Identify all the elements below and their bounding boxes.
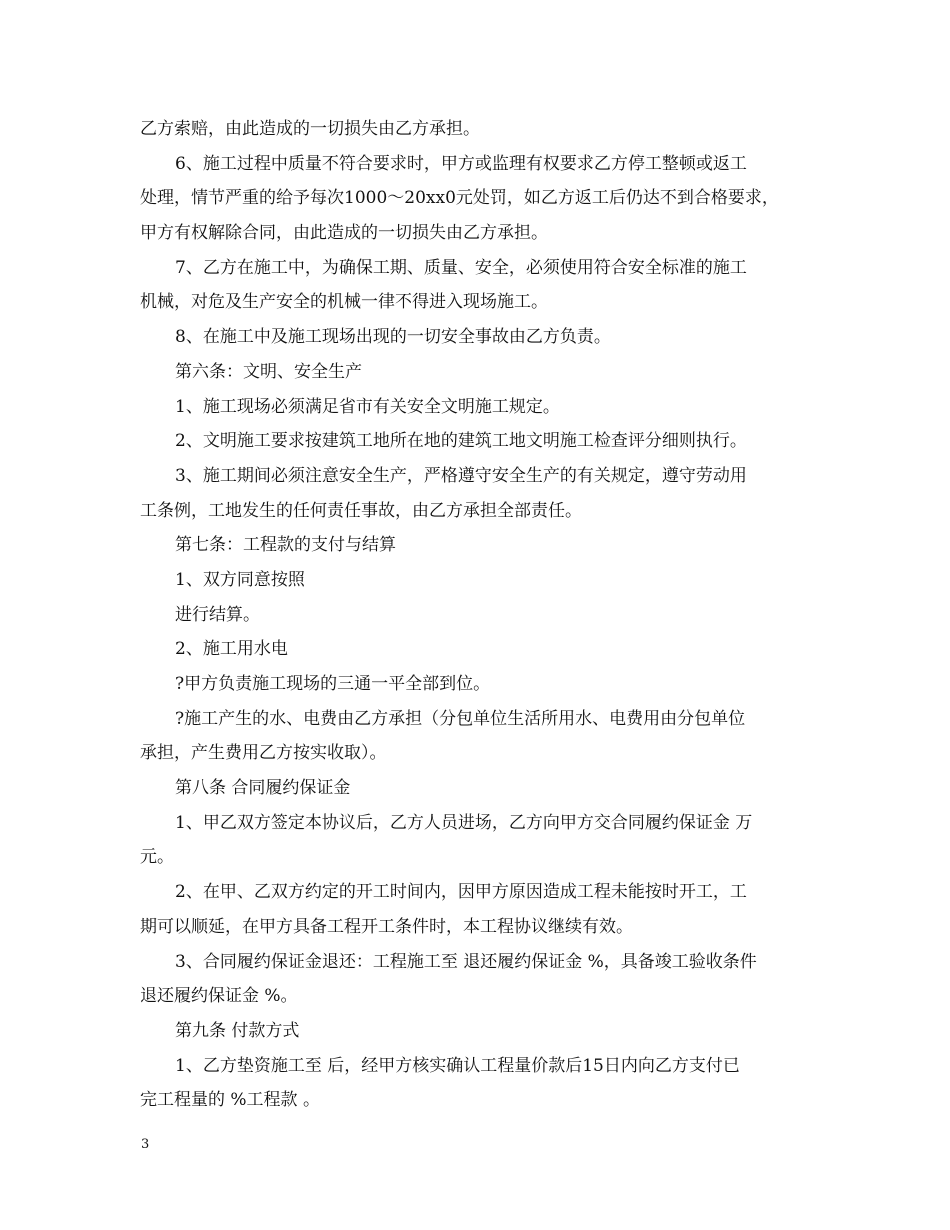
text-line: 第七条：工程款的支付与结算 xyxy=(175,535,396,556)
text-line: 期可以顺延，在甲方具备工程开工条件时，本工程协议继续有效。 xyxy=(140,916,633,937)
text-line: 1、乙方垫资施工至 后，经甲方核实确认工程量价款后15日内向乙方支付已 xyxy=(175,1055,740,1076)
text-line: 工条例，工地发生的任何责任事故，由乙方承担全部责任。 xyxy=(140,500,582,521)
text-line: 机械，对危及生产安全的机械一律不得进入现场施工。 xyxy=(140,292,548,313)
text-line: 2、在甲、乙双方约定的开工时间内，因甲方原因造成工程未能按时开工，工 xyxy=(175,882,747,903)
text-line: 1、施工现场必须满足省市有关安全文明施工规定。 xyxy=(175,396,560,417)
text-line: 1、双方同意按照 xyxy=(175,569,305,590)
text-line: 2、文明施工要求按建筑工地所在地的建筑工地文明施工检查评分细则执行。 xyxy=(175,431,747,452)
text-line: ?施工产生的水、电费由乙方承担（分包单位生活所用水、电费用由分包单位 xyxy=(175,708,746,729)
text-line: 完工程量的 %工程款 。 xyxy=(140,1090,320,1111)
document-body xyxy=(140,112,815,1118)
text-line: 承担，产生费用乙方按实收取）。 xyxy=(140,743,387,764)
text-line: 元。 xyxy=(140,847,174,868)
text-line: 7、乙方在施工中，为确保工期、质量、安全，必须使用符合安全标准的施工 xyxy=(175,257,747,278)
text-line: 第六条：文明、安全生产 xyxy=(175,361,362,382)
text-line: 第九条 付款方式 xyxy=(175,1020,300,1041)
text-line: 8、在施工中及施工现场出现的一切安全事故由乙方负责。 xyxy=(175,327,611,348)
text-line: 3、合同履约保证金退还：工程施工至 退还履约保证金 %，具备竣工验收条件 xyxy=(175,951,757,972)
text-line: 乙方索赔，由此造成的一切损失由乙方承担。 xyxy=(140,119,480,139)
text-line: 2、施工用水电 xyxy=(175,639,288,660)
page-number: 3 xyxy=(141,1137,150,1152)
text-line: 3、施工期间必须注意安全生产，严格遵守安全生产的有关规定，遵守劳动用 xyxy=(175,465,747,486)
text-line: 1、甲乙双方签定本协议后，乙方人员进场，乙方向甲方交合同履约保证金 万 xyxy=(175,812,753,833)
text-line: 甲方有权解除合同，由此造成的一切损失由乙方承担。 xyxy=(140,223,548,244)
text-line: 处理，情节严重的给予每次1000～20xx0元处罚，如乙方返工后仍达不到合格要求， xyxy=(140,188,779,209)
text-line: 退还履约保证金 %。 xyxy=(140,986,298,1007)
text-line: 第八条 合同履约保证金 xyxy=(175,778,351,799)
text-line: 进行结算。 xyxy=(175,604,260,625)
text-line: 6、施工过程中质量不符合要求时，甲方或监理有权要求乙方停工整顿或返工 xyxy=(175,153,747,174)
text-line: ?甲方负责施工现场的三通一平全部到位。 xyxy=(175,674,491,694)
